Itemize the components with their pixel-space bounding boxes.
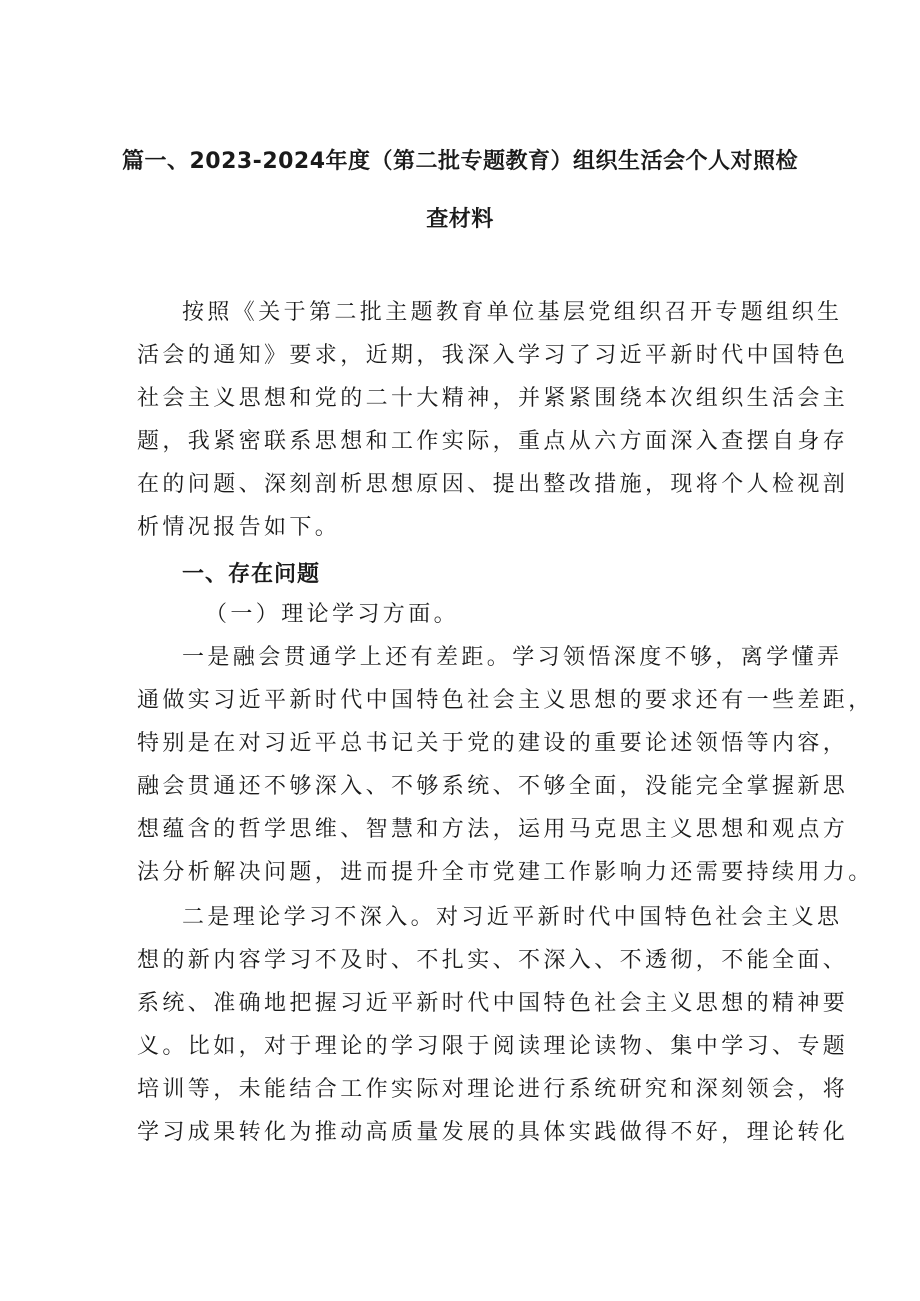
paragraph-line: 义。比如，对于理论的学习限于阅读理论读物、集中学习、专题 (137, 1034, 849, 1059)
paragraph-line: 系统、准确地把握习近平新时代中国特色社会主义思想的精神要 (137, 991, 849, 1016)
paragraph-line: 想的新内容学习不及时、不扎实、不深入、不透彻，不能全面、 (137, 948, 849, 973)
paragraph-line: 一是融会贯通学上还有差距。学习领悟深度不够，离学懂弄 (182, 645, 843, 670)
paragraph-line: 在的问题、深刻剖析思想原因、提出整改措施，现将个人检视剖 (137, 472, 849, 497)
paragraph-line: 法分析解决问题，进而提升全市党建工作影响力还需要持续用力。 (137, 860, 874, 885)
paragraph-line: 社会主义思想和党的二十大精神，并紧紧围绕本次组织生活会主 (137, 386, 849, 411)
paragraph-line: 题，我紧密联系思想和工作实际，重点从六方面深入查摆自身存 (137, 429, 849, 454)
paragraph-line: 融会贯通还不够深入、不够系统、不够全面，没能完全掌握新思 (137, 774, 849, 799)
paragraph-line: 通做实习近平新时代中国特色社会主义思想的要求还有一些差距， (137, 688, 874, 713)
paragraph-line: 学习成果转化为推动高质量发展的具体实践做得不好，理论转化 (137, 1120, 849, 1145)
paragraph-line: 析情况报告如下。 (137, 515, 341, 540)
paragraph-line: 特别是在对习近平总书记关于党的建设的重要论述领悟等内容， (137, 731, 849, 756)
section-heading: 一、存在问题 (182, 562, 321, 587)
document-title-line-2: 查材料 (426, 207, 494, 232)
paragraph-line: 二是理论学习不深入。对习近平新时代中国特色社会主义思 (182, 905, 843, 930)
paragraph-line: 活会的通知》要求，近期，我深入学习了习近平新时代中国特色 (137, 343, 849, 368)
paragraph-line: 按照《关于第二批主题教育单位基层党组织召开专题组织生 (182, 300, 843, 325)
document-title-line-1: 篇一、2023-2024年度（第二批专题教育）组织生活会个人对照检 (121, 149, 799, 174)
paragraph-line: 想蕴含的哲学思维、智慧和方法，运用马克思主义思想和观点方 (137, 817, 849, 842)
subsection-heading: （一）理论学习方面。 (205, 602, 460, 627)
paragraph-line: 培训等，未能结合工作实际对理论进行系统研究和深刻领会，将 (137, 1077, 849, 1102)
